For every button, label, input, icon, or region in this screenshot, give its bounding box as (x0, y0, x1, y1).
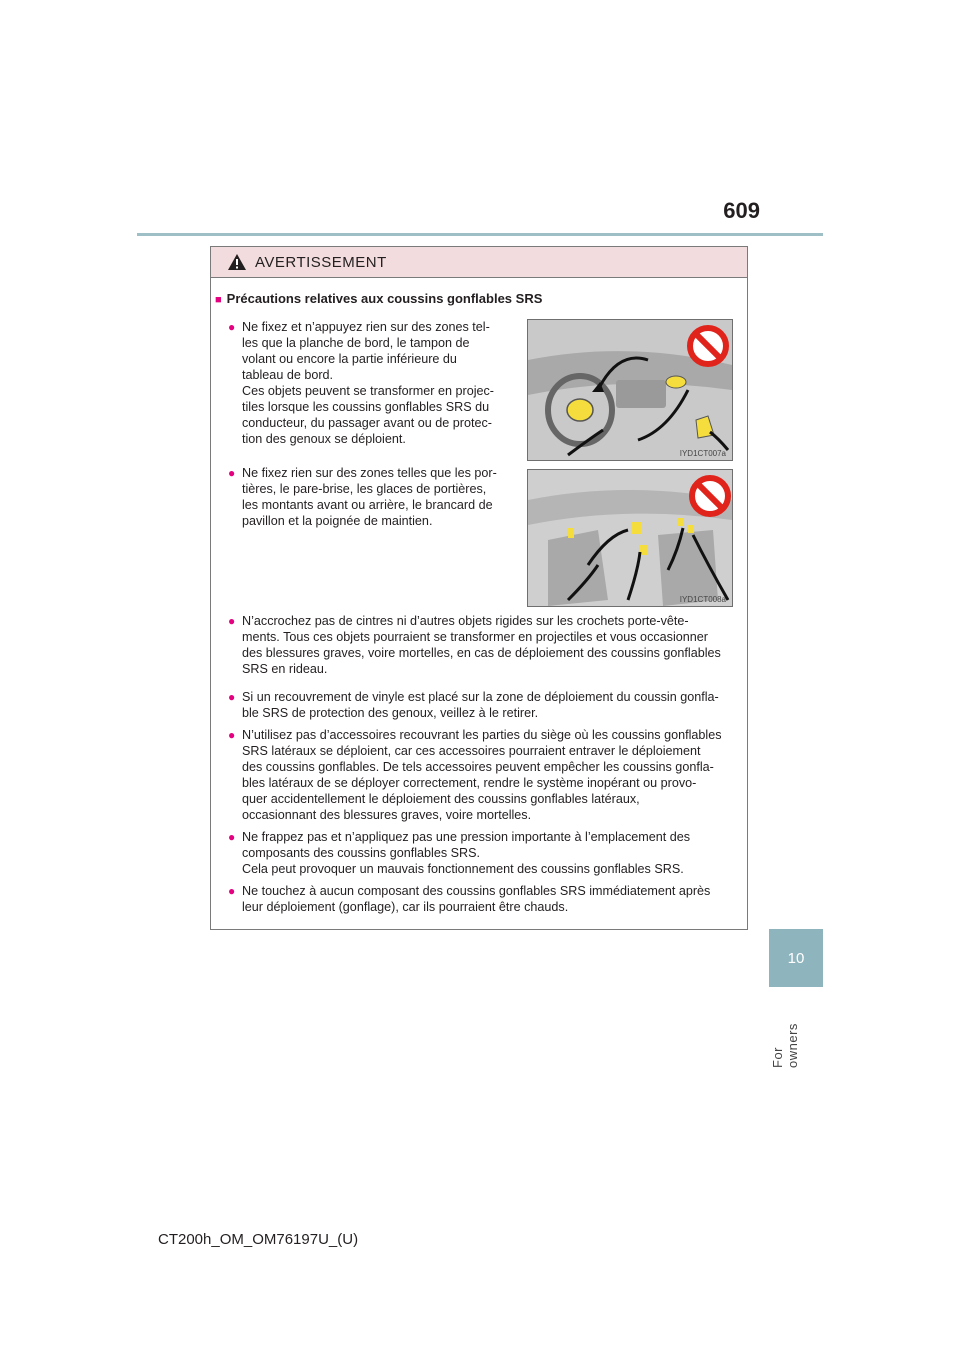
bullet-dot-icon: ● (228, 614, 236, 628)
section-title (215, 291, 542, 306)
header-rule (137, 233, 823, 236)
bullet-dot-icon: ● (228, 690, 236, 704)
dashboard-illustration (528, 320, 732, 460)
cabin-illustration (528, 470, 732, 606)
warning-box (210, 246, 748, 930)
bullet-dot-icon: ● (228, 320, 236, 334)
bullet-dot-icon: ● (228, 466, 236, 480)
bullet-dot-icon: ● (228, 728, 236, 742)
figure-dashboard-airbags (527, 319, 733, 461)
warning-header (211, 247, 747, 278)
section-square-icon: ■ (215, 294, 222, 306)
page-number: 609 (723, 198, 760, 223)
bullet-item (228, 613, 744, 677)
bullet-item (228, 689, 744, 721)
figure-code: IYD1CT008a (679, 595, 726, 604)
bullet-item (228, 319, 516, 447)
bullet-text: N’utilisez pas d’accessoires recouvrant les parties du siège où les coussins gonflables SRS latéraux se déploient, car ces accessoires pourraient entraver le déploiement des coussins gonflables. De tels accessoires peuvent empêcher les coussins gonfla- bles latéraux de se déployer correctement, rendre le système inopérant ou provo- quer accidentellement le déploiement des coussins gonflables latéraux, occasionnant des blessures graves, voire mortelles. (242, 728, 722, 822)
bullet-text: N’accrochez pas de cintres ni d’autres objets rigides sur les crochets porte-vête- ments. Tous ces objets pourraient se transformer en projectiles et vous occasionner des blessures graves, voire mortelles, en cas de déploiement des coussins gonflables SRS en rideau. (242, 614, 721, 676)
bullet-text: Ne frappez pas et n’appliquez pas une pression importante à l’emplacement des composants des coussins gonflables SRS. Cela peut provoquer un mauvais fonctionnement des coussins gonflables SRS. (242, 830, 691, 876)
figure-cabin-airbags (527, 469, 733, 607)
warning-title: AVERTISSEMENT (255, 253, 387, 271)
figure-code: IYD1CT007a (679, 449, 726, 458)
bullet-item (228, 727, 744, 823)
bullet-dot-icon: ● (228, 830, 236, 844)
bullet-text: Ne touchez à aucun composant des coussins gonflables SRS immédiatement après leur déploiement (gonflage), car ils pourraient être chauds. (242, 884, 711, 914)
chapter-label: For owners (770, 1023, 800, 1068)
section-title-text: Précautions relatives aux coussins gonflables SRS (226, 291, 543, 306)
bullet-dot-icon: ● (228, 884, 236, 898)
bullet-item (228, 829, 744, 877)
bullet-text: Ne fixez et n’appuyez rien sur des zones tel- les que la planche de bord, le tampon de volant ou encore la partie inférieure du tableau de bord. Ces objets peuvent se transformer en projec- tiles lorsque les coussins gonflables SRS du conducteur, du passager avant ou de protec- tion des genoux se déploient. (242, 320, 494, 446)
bullet-text: Ne fixez rien sur des zones telles que les por- tières, le pare-brise, les glaces de portières, les montants avant ou arrière, le brancard de pavillon et la poignée de maintien. (242, 466, 497, 528)
bullet-text: Si un recouvrement de vinyle est placé sur la zone de déploiement du coussin gonfla- ble SRS de protection des genoux, veillez à le retirer. (242, 690, 719, 720)
bullet-item (228, 883, 744, 915)
bullet-item (228, 465, 516, 529)
footer-code: CT200h_OM_OM76197U_(U) (158, 1231, 359, 1248)
warning-triangle-icon (227, 253, 247, 271)
chapter-tab: 10 (769, 929, 823, 987)
